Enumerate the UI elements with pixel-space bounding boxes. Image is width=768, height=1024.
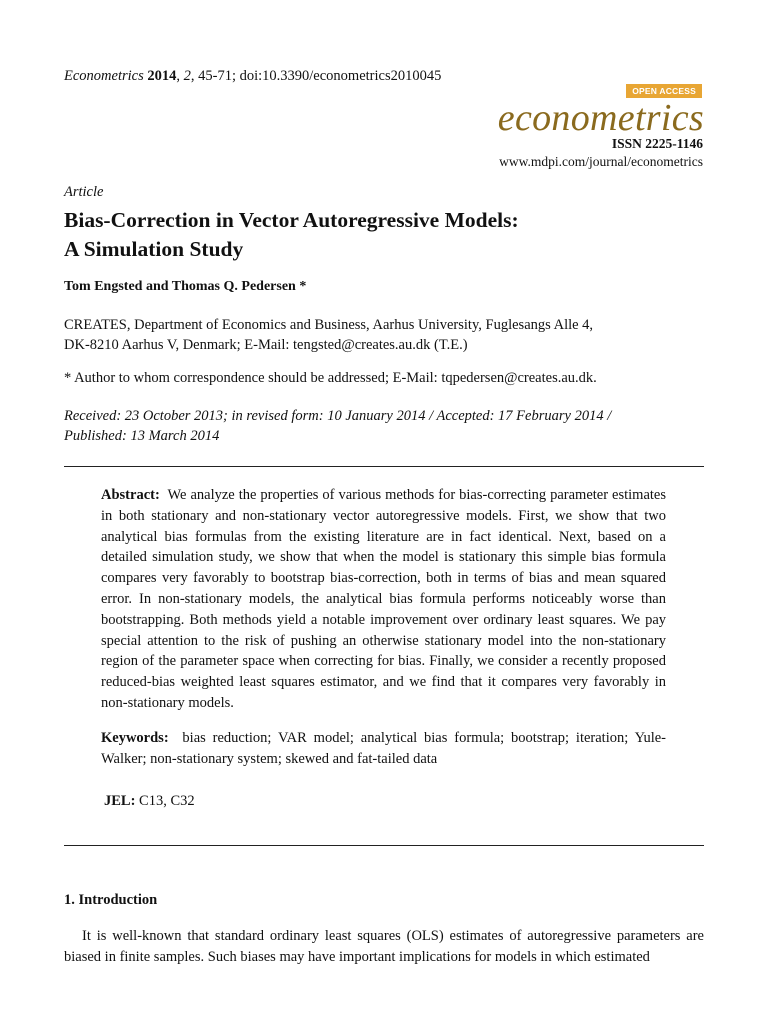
jel-label: JEL:: [104, 793, 136, 809]
citation-volume: 2: [183, 68, 191, 84]
citation-year: 2014: [147, 68, 177, 84]
section-heading: 1. Introduction: [64, 892, 158, 908]
dates-line-2: Published: 13 March 2014: [64, 428, 220, 444]
jel-codes: [104, 793, 195, 810]
article-type: Article: [64, 184, 104, 200]
dates-line-1: Received: 23 October 2013; in revised form: 10 January 2014 / Accepted: 17 February 2014 /: [64, 408, 612, 424]
affiliation-line-1: CREATES, Department of Economics and Business, Aarhus University, Fuglesangs Alle 4,: [64, 317, 594, 333]
abstract-label: Abstract:: [101, 487, 160, 503]
affiliation: [64, 315, 704, 355]
bottom-divider: [64, 845, 704, 846]
paper-title: [64, 206, 704, 264]
keywords-label: Keywords:: [101, 730, 169, 746]
jel-text: C13, C32: [139, 793, 195, 809]
abstract: [101, 485, 666, 714]
abstract-text: We analyze the properties of various methods for bias-correcting parameter estimates in both stationary and non-stationary vector autoregressive models. First, we show that two analytical bias formulas from the existing literature are in fact identical. Next, based on a detailed simulation study, we show that when the model is stationary this simple bias formula compares very favorably to bootstrap bias-correction, both in terms of bias and mean squared error. In non-stationary models, the analytical bias formula performs noticeably worse than bootstrapping. Both methods yield a notable improvement over ordinary least squares. We pay special attention to the risk of pushing an otherwise stationary model into the non-stationary region of the parameter space when correcting for bias. Finally, we consider a recently proposed reduced-bias weighted least squares estimator, and we find that it compares very favorably in non-stationary models.: [101, 487, 666, 711]
title-line-1: Bias-Correction in Vector Autoregressive Models:: [64, 208, 519, 232]
keywords: [101, 728, 666, 770]
title-line-2: A Simulation Study: [64, 237, 244, 261]
top-divider: [64, 466, 704, 467]
correspondence-note: * Author to whom correspondence should be addressed; E-Mail: tqpedersen@creates.au.dk.: [64, 370, 597, 386]
open-access-badge: OPEN ACCESS: [626, 84, 702, 98]
introduction-text: It is well-known that standard ordinary least squares (OLS) estimates of autoregressive parameters are biased in finite samples. Such biases may have important implications for models in which estimated: [64, 928, 704, 965]
journal-url[interactable]: www.mdpi.com/journal/econometrics: [499, 154, 703, 169]
keywords-text: bias reduction; VAR model; analytical bias formula; bootstrap; iteration; Yule-Walker; non-stationary system; skewed and fat-tailed data: [101, 730, 667, 767]
issn: ISSN 2225-1146: [611, 136, 703, 151]
journal-logo: econometrics: [497, 97, 704, 139]
citation-journal: Econometrics: [64, 68, 144, 84]
citation-rest: , 45-71; doi:10.3390/econometrics2010045: [190, 68, 442, 84]
affiliation-line-2: DK-8210 Aarhus V, Denmark; E-Mail: tengsted@creates.au.dk (T.E.): [64, 337, 468, 353]
authors: Tom Engsted and Thomas Q. Pedersen *: [64, 279, 307, 294]
publication-dates: [64, 406, 704, 446]
citation-line: Econometrics 2014, 2, 45-71; doi:10.3390/econometrics2010045: [64, 68, 442, 84]
